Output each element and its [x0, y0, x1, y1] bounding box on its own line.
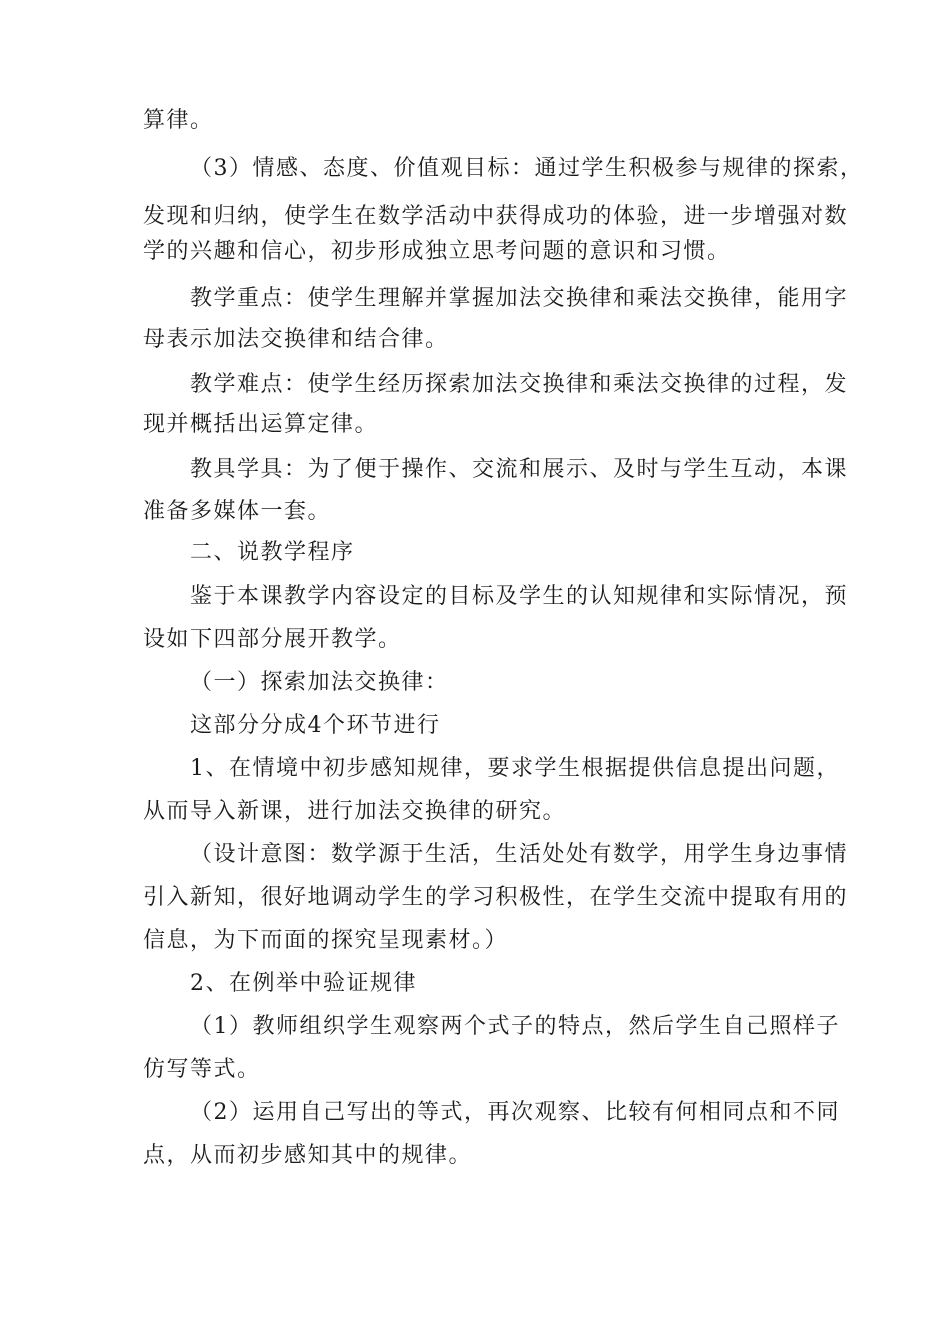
text-line: 信息，为下而面的探究呈现素材。）	[143, 928, 509, 953]
text-line: 鉴于本课教学内容设定的目标及学生的认知规律和实际情况，预	[190, 584, 849, 609]
text-line: 教学难点：使学生经历探索加法交换律和乘法交换律的过程，发	[190, 372, 849, 397]
text-line: 母表示加法交换律和结合律。	[143, 327, 449, 352]
text-line: （设计意图：数学源于生活，生活处处有数学，用学生身边事情	[190, 842, 849, 867]
section-heading: 二、说教学程序	[190, 540, 355, 565]
text-line: 设如下四部分展开教学。	[143, 627, 402, 652]
text-line: 从而导入新课，进行加法交换律的研究。	[143, 799, 567, 824]
text-line: 引入新知，很好地调动学生的学习积极性，在学生交流中提取有用的	[143, 885, 849, 910]
text-line: 1、在情境中初步感知规律，要求学生根据提供信息提出问题，	[190, 756, 840, 781]
text-line: 点，从而初步感知其中的规律。	[143, 1143, 473, 1168]
text-line: 2、在例举中验证规律	[190, 971, 417, 996]
text-line: 这部分分成4个环节进行	[190, 713, 441, 738]
text-line: （3）情感、态度、价值观目标：通过学生积极参与规律的探索，	[190, 156, 864, 181]
text-line: 教学重点：使学生理解并掌握加法交换律和乘法交换律，能用字	[190, 286, 849, 311]
text-line: 仿写等式。	[143, 1057, 261, 1082]
text-line: 学的兴趣和信心，初步形成独立思考问题的意识和习惯。	[143, 239, 731, 264]
text-line: 现并概括出运算定律。	[143, 412, 379, 437]
text-line: （1）教师组织学生观察两个式子的特点，然后学生自己照样子	[190, 1014, 840, 1039]
subsection-heading: （一）探索加法交换律：	[190, 670, 449, 695]
text-line: （2）运用自己写出的等式，再次观察、比较有何相同点和不同	[190, 1100, 840, 1125]
text-line: 教具学具：为了便于操作、交流和展示、及时与学生互动，本课	[190, 457, 849, 482]
text-line: 准备多媒体一套。	[143, 499, 332, 524]
text-line: 发现和归纳，使学生在数学活动中获得成功的体验，进一步增强对数	[143, 204, 849, 229]
text-line: 算律。	[143, 108, 214, 133]
